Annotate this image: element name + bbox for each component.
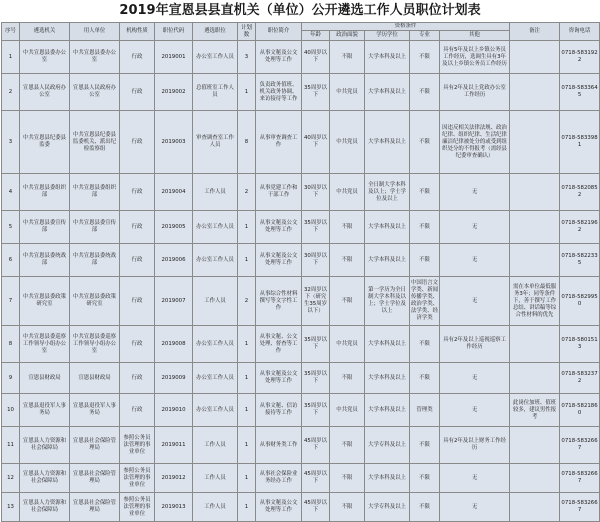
cell-remark: [510, 363, 560, 394]
cell-major: 不限: [410, 74, 440, 111]
cell-phone: 0718-5832667: [560, 427, 600, 464]
cell-politics: 中共党员: [330, 174, 365, 211]
page-title: 2019年宣恩县县直机关（单位）公开遴选工作人员职位计划表: [119, 3, 481, 18]
header-politics: 政治面貌: [330, 31, 365, 41]
cell-code: 2019008: [155, 326, 193, 363]
cell-employer: 中共宣恩县委统战部: [70, 244, 120, 277]
cell-nature: 参照公务员法管理的事业单位: [120, 493, 155, 522]
cell-duty: 从事文秘及公文处理等工作: [256, 41, 302, 74]
cell-major: 不限: [410, 111, 440, 174]
header-count: 计划数: [238, 23, 256, 41]
cell-education: 大学本科及以上: [365, 326, 410, 363]
cell-no: 12: [2, 464, 20, 493]
cell-other: 具有5年及以上乡镇公务员工作经历，选调生具有3年及以上乡镇公务员工作经历: [440, 41, 510, 74]
cell-duty: 从事文秘及公文处理等工作: [256, 211, 302, 244]
cell-politics: 不限: [330, 41, 365, 74]
cell-count: 8: [238, 111, 256, 174]
cell-position: 总值班室工作人员: [193, 74, 238, 111]
cell-education: 大学本科及以上: [365, 464, 410, 493]
cell-major: 不限: [410, 41, 440, 74]
cell-count: 1: [238, 363, 256, 394]
cell-major: 不限: [410, 174, 440, 211]
header-nature: 机构性质: [120, 23, 155, 41]
cell-phone: 0718-5831922: [560, 41, 600, 74]
cell-remark: [510, 211, 560, 244]
cell-no: 7: [2, 277, 20, 326]
cell-no: 4: [2, 174, 20, 211]
cell-position: 审查调查室工作人员: [193, 111, 238, 174]
cell-politics: 中共党员: [330, 394, 365, 427]
cell-phone: 0718-5833645: [560, 74, 600, 111]
cell-other: 无: [440, 394, 510, 427]
cell-education: 大学本科及以上: [365, 244, 410, 277]
cell-other: 具有2年及以上党政办公室工作经历: [440, 74, 510, 111]
cell-major: 中国语言文学类、新闻传播学类、政治学类、法学类、经济学类: [410, 277, 440, 326]
cell-no: 5: [2, 211, 20, 244]
cell-employer: 中共宣恩县纪委县监委机关、派出纪检监察组: [70, 111, 120, 174]
cell-code: 2019002: [155, 74, 193, 111]
cell-position: 办公室工作人员: [193, 244, 238, 277]
cell-no: 13: [2, 493, 20, 522]
cell-other: 具有2年及以上财务工作经历: [440, 427, 510, 464]
cell-position: 工作人员: [193, 174, 238, 211]
cell-politics: 不限: [330, 244, 365, 277]
cell-position: 办公室工作人员: [193, 41, 238, 74]
header-code: 职位代码: [155, 23, 193, 41]
cell-position: 办公室工作人员: [193, 211, 238, 244]
cell-remark: [510, 464, 560, 493]
cell-employer: 宣恩县财政局: [70, 363, 120, 394]
cell-agency: 宣恩县财政局: [20, 363, 70, 394]
cell-agency: 宣恩县人力资源和社会保障局: [20, 493, 70, 522]
cell-count: 1: [238, 326, 256, 363]
cell-code: 2019013: [155, 493, 193, 522]
cell-duty: 从事文秘及公文处理等工作: [256, 493, 302, 522]
table-row: [2, 394, 600, 427]
cell-duty: 从事综合性材料撰写等文字性工作: [256, 277, 302, 326]
cell-remark: [510, 41, 560, 74]
cell-phone: 0718-5822335: [560, 244, 600, 277]
cell-position: 工作人员: [193, 493, 238, 522]
cell-no: 2: [2, 74, 20, 111]
cell-code: 2019003: [155, 111, 193, 174]
cell-code: 2019004: [155, 174, 193, 211]
cell-duty: 从事文秘及公文处理等工作: [256, 244, 302, 277]
cell-agency: 宣恩县人力资源和社会保障局: [20, 464, 70, 493]
cell-education: 大学专科及以上: [365, 493, 410, 522]
cell-politics: 不限: [330, 427, 365, 464]
cell-employer: 中共宣恩县委政策研究室: [70, 277, 120, 326]
cell-count: 2: [238, 277, 256, 326]
cell-agency: 宣恩县退役军人事务局: [20, 394, 70, 427]
cell-phone: 0718-5820852: [560, 174, 600, 211]
table-row: [2, 211, 600, 244]
cell-agency: 中共宣恩县纪委县监委: [20, 111, 70, 174]
cell-age: 35周岁以下: [302, 74, 330, 111]
cell-phone: 0718-5832372: [560, 363, 600, 394]
cell-age: 35周岁以下: [302, 363, 330, 394]
cell-employer: 宣恩县人民政府办公室: [70, 74, 120, 111]
cell-nature: 参照公务员法管理的事业单位: [120, 427, 155, 464]
cell-no: 3: [2, 111, 20, 174]
cell-education: 大学本科及以上: [365, 41, 410, 74]
cell-employer: 宣恩县社会保险管理局: [70, 493, 120, 522]
cell-age: 30周岁以下: [302, 244, 330, 277]
cell-count: 1: [238, 394, 256, 427]
cell-agency: 中共宣恩县委统战部: [20, 244, 70, 277]
cell-phone: 0718-5833981: [560, 111, 600, 174]
cell-remark: [510, 427, 560, 464]
table-row: [2, 363, 600, 394]
cell-no: 11: [2, 427, 20, 464]
cell-remark: [510, 493, 560, 522]
cell-nature: 行政: [120, 244, 155, 277]
cell-agency: 中共宣恩县委巡察工作领导小组办公室: [20, 326, 70, 363]
cell-duty: 从事党建工作和干部工作: [256, 174, 302, 211]
cell-no: 8: [2, 326, 20, 363]
cell-remark: [510, 174, 560, 211]
cell-education: 大学本科及以上: [365, 111, 410, 174]
cell-nature: 行政: [120, 211, 155, 244]
cell-politics: 不限: [330, 464, 365, 493]
cell-major: 不限: [410, 244, 440, 277]
cell-politics: 不限: [330, 363, 365, 394]
cell-position: 办公室工作人员: [193, 394, 238, 427]
cell-agency: 中共宣恩县委政策研究室: [20, 277, 70, 326]
cell-position: 办公室工作人员: [193, 326, 238, 363]
cell-count: 1: [238, 244, 256, 277]
cell-nature: 行政: [120, 111, 155, 174]
cell-other: 具有2年及以上巡视巡察工作经历: [440, 326, 510, 363]
cell-phone: 0718-5821962: [560, 211, 600, 244]
cell-code: 2019007: [155, 277, 193, 326]
cell-employer: 中共宣恩县委巡察工作领导小组办公室: [70, 326, 120, 363]
cell-employer: 中共宣恩县委宣传部: [70, 211, 120, 244]
cell-duty: 从事社会保险业务经办工作: [256, 464, 302, 493]
cell-education: 大学本科及以上: [365, 211, 410, 244]
table-row: [2, 277, 600, 326]
cell-nature: 行政: [120, 174, 155, 211]
cell-education: 大学专科及以上: [365, 427, 410, 464]
header-phone: 咨询电话: [560, 23, 600, 41]
cell-no: 1: [2, 41, 20, 74]
cell-agency: 宣恩县人民政府办公室: [20, 74, 70, 111]
cell-employer: 宣恩县社会保险管理局: [70, 464, 120, 493]
cell-code: 2019009: [155, 363, 193, 394]
header-row: [2, 23, 600, 31]
cell-count: 1: [238, 427, 256, 464]
cell-age: 35周岁以下: [302, 394, 330, 427]
cell-major: 不限: [410, 464, 440, 493]
cell-agency: 中共宣恩县委宣传部: [20, 211, 70, 244]
cell-duty: 从事审查调查工作: [256, 111, 302, 174]
cell-employer: 中共宣恩县委组织部: [70, 174, 120, 211]
cell-politics: 不限: [330, 277, 365, 326]
cell-major: 不限: [410, 363, 440, 394]
cell-position: 工作人员: [193, 427, 238, 464]
cell-remark: [510, 111, 560, 174]
cell-nature: 行政: [120, 74, 155, 111]
cell-other: 无: [440, 464, 510, 493]
header-conditions: 资格条件: [302, 23, 510, 31]
cell-education: 大学本科及以上: [365, 74, 410, 111]
table-row: [2, 326, 600, 363]
cell-remark: [510, 326, 560, 363]
cell-education: 大学本科及以上: [365, 394, 410, 427]
cell-remark: 需在本单位最低服务3年；同等条件下，善于撰写工作总结、讲话稿等综合性材料的优先: [510, 277, 560, 326]
header-age: 年龄: [302, 31, 330, 41]
cell-major: 管理类: [410, 394, 440, 427]
cell-age: 40周岁以下: [302, 41, 330, 74]
cell-duty: 从事文秘及公文处理等工作: [256, 363, 302, 394]
cell-nature: 行政: [120, 41, 155, 74]
cell-politics: 不限: [330, 211, 365, 244]
table-row: [2, 111, 600, 174]
cell-age: 30周岁以下: [302, 174, 330, 211]
cell-age: 35周岁以下: [302, 211, 330, 244]
cell-agency: 宣恩县人力资源和社会保障局: [20, 427, 70, 464]
cell-nature: 行政: [120, 326, 155, 363]
cell-code: 2019006: [155, 244, 193, 277]
header-major: 专业: [410, 31, 440, 41]
cell-no: 10: [2, 394, 20, 427]
header-agency: 遴选机关: [20, 23, 70, 41]
cell-other: 无: [440, 277, 510, 326]
cell-code: 2019010: [155, 394, 193, 427]
cell-major: 不限: [410, 326, 440, 363]
table-row: [2, 244, 600, 277]
cell-phone: 0718-5832667: [560, 464, 600, 493]
cell-education: 全日制大学本科及以上；学士学位及以上: [365, 174, 410, 211]
table-row: [2, 427, 600, 464]
cell-politics: 不限: [330, 493, 365, 522]
cell-no: 6: [2, 244, 20, 277]
cell-politics: 中共党员: [330, 111, 365, 174]
cell-other: 无: [440, 174, 510, 211]
header-duty: 职位简介: [256, 23, 302, 41]
header-no: 序号: [2, 23, 20, 41]
position-table: [1, 22, 600, 522]
cell-nature: 行政: [120, 277, 155, 326]
header-education: 学历学位: [365, 31, 410, 41]
cell-count: 3: [238, 41, 256, 74]
cell-education: 大学本科及以上: [365, 363, 410, 394]
cell-code: 2019001: [155, 41, 193, 74]
cell-age: 45周岁以下: [302, 427, 330, 464]
cell-employer: 宣恩县社会保险管理局: [70, 427, 120, 464]
cell-count: 2: [238, 174, 256, 211]
cell-code: 2019012: [155, 464, 193, 493]
cell-nature: 行政: [120, 363, 155, 394]
cell-politics: 中共党员: [330, 326, 365, 363]
cell-duty: 从事财务类工作: [256, 427, 302, 464]
cell-phone: 0718-5821860: [560, 394, 600, 427]
table-row: [2, 464, 600, 493]
cell-code: 2019005: [155, 211, 193, 244]
cell-major: 不限: [410, 493, 440, 522]
cell-employer: 中共宣恩县委办公室: [70, 41, 120, 74]
cell-remark: [510, 244, 560, 277]
header-employer: 用人单位: [70, 23, 120, 41]
cell-other: 无: [440, 493, 510, 522]
cell-education: 第一学历为全日制大学本科及以上；学士学位及以上: [365, 277, 410, 326]
table-row: [2, 174, 600, 211]
cell-other: 无: [440, 363, 510, 394]
header-other: 其他: [440, 31, 510, 41]
cell-phone: 0718-5832667: [560, 493, 600, 522]
cell-code: 2019011: [155, 427, 193, 464]
cell-duty: 从事文秘、信访接待等工作: [256, 394, 302, 427]
cell-remark: [510, 74, 560, 111]
cell-agency: 中共宣恩县委办公室: [20, 41, 70, 74]
cell-nature: 行政: [120, 394, 155, 427]
cell-major: 不限: [410, 211, 440, 244]
cell-count: 1: [238, 493, 256, 522]
cell-position: 办公室工作人员: [193, 363, 238, 394]
cell-age: 45周岁以下: [302, 493, 330, 522]
cell-other: 无: [440, 244, 510, 277]
cell-age: 32周岁以下（研究生35周岁以下）: [302, 277, 330, 326]
cell-remark: 此岗位加班、值班较多，建议男性报考: [510, 394, 560, 427]
cell-employer: 宣恩县退役军人事务局: [70, 394, 120, 427]
cell-phone: 0718-5829950: [560, 277, 600, 326]
cell-other: 因违反相关法律法规、政治纪律、组织纪律、生活纪律廉洁纪律被处分的或受到组织处分的不得报考（需经县纪委审查确认）: [440, 111, 510, 174]
cell-politics: 中共党员: [330, 74, 365, 111]
cell-count: 1: [238, 74, 256, 111]
cell-position: 工作人员: [193, 464, 238, 493]
header-position: 遴选职位: [193, 23, 238, 41]
header-remark: 备注: [510, 23, 560, 41]
cell-phone: 0718-5801513: [560, 326, 600, 363]
cell-other: 无: [440, 211, 510, 244]
cell-position: 工作人员: [193, 277, 238, 326]
table-row: [2, 493, 600, 522]
cell-count: 1: [238, 211, 256, 244]
cell-no: 9: [2, 363, 20, 394]
cell-age: 40周岁以下: [302, 111, 330, 174]
cell-agency: 中共宣恩县委组织部: [20, 174, 70, 211]
cell-age: 45周岁以下: [302, 464, 330, 493]
table-row: [2, 41, 600, 74]
cell-major: 不限: [410, 427, 440, 464]
table-row: [2, 74, 600, 111]
cell-count: 1: [238, 464, 256, 493]
cell-duty: 负责政务值班、机关政务协调、来访接待等工作: [256, 74, 302, 111]
cell-nature: 参照公务员法管理的事业单位: [120, 464, 155, 493]
cell-age: 35周岁以下: [302, 326, 330, 363]
cell-duty: 从事文秘、公文处理、督查等工作: [256, 326, 302, 363]
